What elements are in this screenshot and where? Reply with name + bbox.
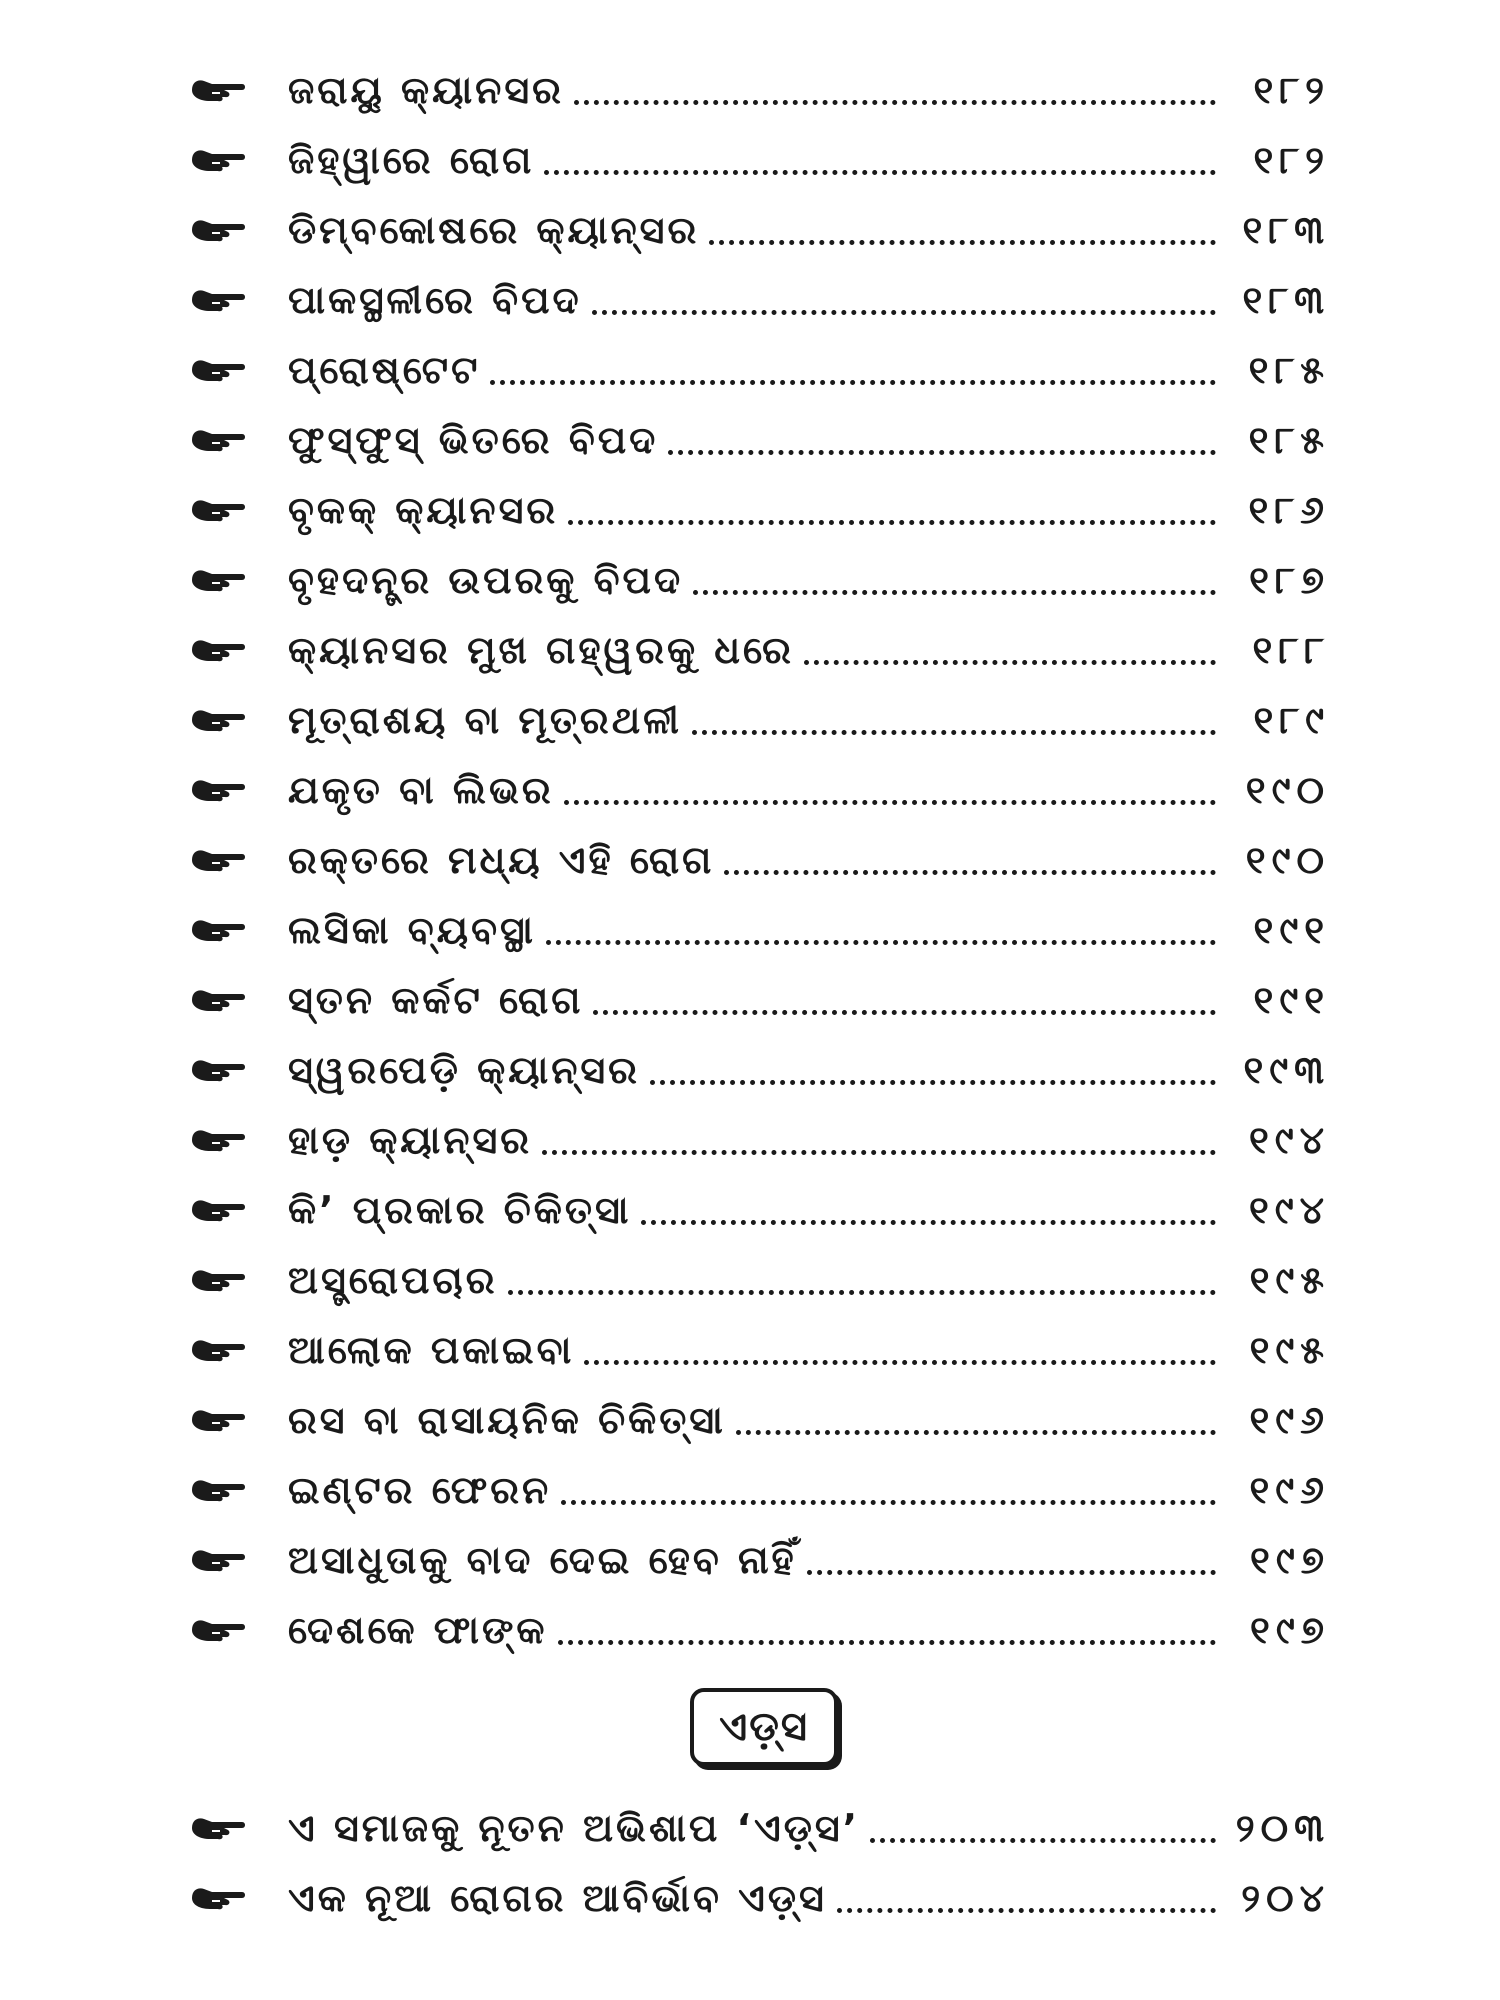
- dot-leader: [558, 1640, 1217, 1645]
- dot-leader: [807, 1570, 1216, 1575]
- toc-entry-page: ୧୮୭: [1249, 557, 1330, 602]
- toc-entry-title: ମୂତ୍ରାଶୟ ବା ମୂତ୍ରଥଳୀ: [288, 697, 682, 742]
- toc-entry: [190, 1322, 1330, 1378]
- pointing-hand-icon: [190, 1811, 248, 1845]
- pointing-hand-icon: [190, 283, 248, 317]
- pointing-hand-icon: [190, 563, 248, 597]
- pointing-hand-icon: [190, 1403, 248, 1437]
- pointing-hand-icon: [190, 1053, 248, 1087]
- toc-entry: [190, 1112, 1330, 1168]
- toc-entry-page: ୧୯୦: [1245, 837, 1330, 882]
- toc-entry: [190, 762, 1330, 818]
- toc-entry-title: ଡିମ୍ବକୋଷରେ କ୍ୟାନ୍‌ସର: [288, 207, 700, 252]
- toc-entry-title: ଏକ ନୂଆ ରୋଗର ଆବିର୍ଭାବ ଏଡ଼୍‌ସ: [288, 1875, 827, 1920]
- toc-entry-page: ୨୦୪: [1241, 1875, 1330, 1920]
- toc-entry: [190, 1532, 1330, 1588]
- toc-entry-page: ୧୯୧: [1253, 907, 1330, 952]
- toc-entry-page: ୧୮୮: [1252, 627, 1330, 672]
- dot-leader: [641, 1220, 1216, 1225]
- dot-leader: [593, 1010, 1216, 1015]
- toc-entry: [190, 342, 1330, 398]
- toc-entry-page: ୧୮୯: [1253, 697, 1330, 742]
- dot-leader: [546, 940, 1216, 945]
- pointing-hand-icon: [190, 73, 248, 107]
- pointing-hand-icon: [190, 983, 248, 1017]
- pointing-hand-icon: [190, 703, 248, 737]
- dot-leader: [592, 310, 1216, 315]
- toc-entry-title: ପାକସ୍ଥଳୀରେ ବିପଦ: [288, 277, 582, 322]
- dot-leader: [561, 1500, 1216, 1505]
- pointing-hand-icon: [190, 1473, 248, 1507]
- toc-entry-page: ୧୯୫: [1249, 1257, 1330, 1302]
- toc-entry-title: କ୍ୟାନସର ମୁଖ ଗହ୍ୱରକୁ ଧରେ: [288, 627, 794, 672]
- toc-entry-page: ୧୮୩: [1242, 207, 1330, 252]
- dot-leader: [574, 100, 1216, 105]
- toc-entry-title: ଫୁସ୍‌ଫୁସ୍ ଭିତରେ ବିପଦ: [288, 417, 659, 462]
- toc-entry-title: ଇଣ୍ଟର ଫେରନ: [288, 1467, 552, 1512]
- toc-entry-title: ଅସ୍ତ୍ରୋପଚାର: [288, 1257, 498, 1302]
- toc-entry-page: ୧୯୬: [1249, 1397, 1330, 1442]
- toc-entry-page: ୧୮୨: [1253, 137, 1330, 182]
- toc-entry: [190, 1042, 1330, 1098]
- toc-entry: [190, 902, 1330, 958]
- toc-entry-title: ଦେଶକେ ଫାଙ୍କ: [288, 1607, 548, 1652]
- pointing-hand-icon: [190, 1193, 248, 1227]
- toc-entry-page: ୧୯୦: [1245, 767, 1330, 812]
- toc-entry-page: ୧୮୩: [1242, 277, 1330, 322]
- dot-leader: [668, 450, 1216, 455]
- toc-entry-page: ୧୮୨: [1253, 67, 1330, 112]
- dot-leader: [542, 1150, 1216, 1155]
- toc-entry: [190, 552, 1330, 608]
- dot-leader: [692, 730, 1216, 735]
- dot-leader: [804, 660, 1216, 665]
- pointing-hand-icon: [190, 353, 248, 387]
- dot-leader: [544, 170, 1216, 175]
- toc-entry-title: ହାଡ଼ କ୍ୟାନ୍‌ସର: [288, 1117, 533, 1162]
- toc-entry-page: ୨୦୩: [1235, 1805, 1330, 1850]
- toc-entry-title: ବୃହଦନ୍ତ୍ର ଉପରକୁ ବିପଦ: [288, 557, 684, 602]
- toc-entry-title: ଆଲୋକ ପକାଇବା: [288, 1327, 575, 1372]
- toc-entry: [190, 1392, 1330, 1448]
- toc-entry: [190, 482, 1330, 538]
- toc-entry-page: ୧୯୧: [1253, 977, 1330, 1022]
- pointing-hand-icon: [190, 423, 248, 457]
- dot-leader: [837, 1908, 1216, 1913]
- toc-entry-page: ୧୯୭: [1250, 1607, 1330, 1652]
- toc-entry-title: ଅସାଧୁତାକୁ ବାଦ ଦେଇ ହେବ ନାହିଁ: [288, 1537, 797, 1582]
- pointing-hand-icon: [190, 213, 248, 247]
- toc-entry: [190, 1252, 1330, 1308]
- pointing-hand-icon: [190, 913, 248, 947]
- toc-entry: [190, 1182, 1330, 1238]
- dot-leader: [490, 380, 1216, 385]
- pointing-hand-icon: [190, 843, 248, 877]
- toc-entry-title: ଜରାୟୁ କ୍ୟାନସର: [288, 67, 564, 112]
- pointing-hand-icon: [190, 1123, 248, 1157]
- toc-entry: [190, 1870, 1330, 1926]
- toc-entry-page: ୧୯୩: [1243, 1047, 1330, 1092]
- pointing-hand-icon: [190, 1613, 248, 1647]
- dot-leader: [508, 1290, 1216, 1295]
- toc-entry-page: ୧୯୪: [1248, 1187, 1330, 1232]
- toc-entry: [190, 62, 1330, 118]
- toc-entry-title: ଏ ସମାଜକୁ ନୂତନ ଅଭିଶାପ ‘ଏଡ଼୍‌ସ’: [288, 1805, 861, 1850]
- toc-entry: [190, 1602, 1330, 1658]
- toc-entry-title: ଯକୃତ ବା ଲିଭର: [288, 767, 554, 812]
- dot-leader: [584, 1360, 1216, 1365]
- toc-entry-title: ଜିହ୍ୱାରେ ରୋଗ: [288, 137, 535, 182]
- toc-entry-page: ୧୯୪: [1248, 1117, 1330, 1162]
- pointing-hand-icon: [190, 143, 248, 177]
- toc-entry-page: ୧୯୬: [1249, 1467, 1330, 1512]
- toc-entry-title: ରସ ବା ରାସାୟନିକ ଚିକିତ୍ସା: [288, 1397, 726, 1442]
- toc-entry-title: କି’ ପ୍ରକାର ଚିକିତ୍ସା: [288, 1187, 632, 1232]
- toc-entry-page: ୧୯୭: [1250, 1537, 1330, 1582]
- toc-entry: [190, 622, 1330, 678]
- toc-entry-title: ପ୍ରୋଷ୍ଟେଟ: [288, 347, 481, 392]
- toc-entry-page: ୧୮୫: [1248, 347, 1330, 392]
- toc-entry: [190, 132, 1330, 188]
- dot-leader: [568, 520, 1216, 525]
- pointing-hand-icon: [190, 1333, 248, 1367]
- dot-leader: [564, 800, 1216, 805]
- toc-entry: [190, 272, 1330, 328]
- toc-entry: [190, 1462, 1330, 1518]
- toc-entry: [190, 1800, 1330, 1856]
- pointing-hand-icon: [190, 633, 248, 667]
- toc-entry: [190, 412, 1330, 468]
- dot-leader: [709, 240, 1216, 245]
- section-heading: ଏଡ଼୍‌ସ: [719, 1704, 809, 1750]
- section-heading-box: [690, 1688, 838, 1766]
- toc-entry-page: ୧୮୫: [1248, 417, 1330, 462]
- dot-leader: [650, 1080, 1216, 1085]
- toc-entry: [190, 972, 1330, 1028]
- toc-entry-title: ରକ୍ତରେ ମଧ୍ୟ ଏହି ରୋଗ: [288, 837, 715, 882]
- dot-leader: [736, 1430, 1216, 1435]
- dot-leader: [870, 1838, 1216, 1843]
- pointing-hand-icon: [190, 1263, 248, 1297]
- pointing-hand-icon: [190, 1881, 248, 1915]
- pointing-hand-icon: [190, 1543, 248, 1577]
- toc-entry: [190, 202, 1330, 258]
- toc-entry-title: ସ୍ତନ କର୍କଟ ରୋଗ: [288, 977, 584, 1022]
- toc-entry: [190, 832, 1330, 888]
- dot-leader: [724, 870, 1216, 875]
- toc-entry-title: ଲସିକା ବ୍ୟବସ୍ଥା: [288, 907, 536, 952]
- dot-leader: [693, 590, 1216, 595]
- toc-entry: [190, 692, 1330, 748]
- toc-entry-title: ସ୍ୱରପେଡ଼ି କ୍ୟାନ୍‌ସର: [288, 1047, 640, 1092]
- pointing-hand-icon: [190, 493, 248, 527]
- toc-entry-page: ୧୮୬: [1248, 487, 1330, 532]
- toc-entry-page: ୧୯୫: [1249, 1327, 1330, 1372]
- pointing-hand-icon: [190, 773, 248, 807]
- toc-entry-title: ବୃକକ୍ କ୍ୟାନସର: [288, 487, 559, 532]
